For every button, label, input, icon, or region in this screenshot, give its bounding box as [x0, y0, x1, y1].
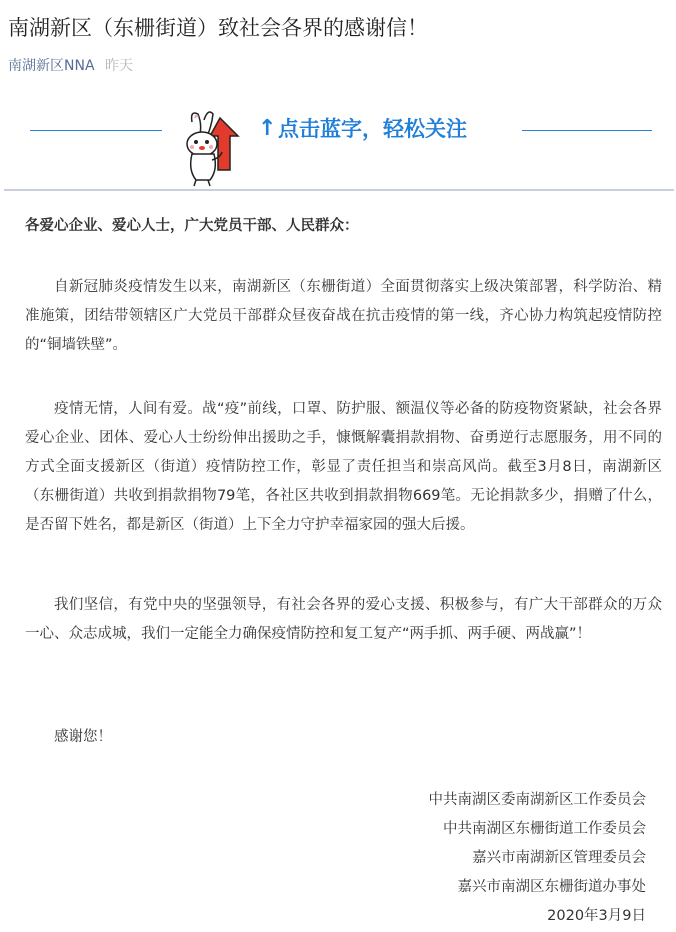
letter-closing: 感谢您！	[54, 729, 112, 745]
letter-date: 2020年3月9日	[547, 908, 646, 924]
signature-line: 嘉兴市南湖区东栅街道办事处	[457, 879, 646, 895]
article-title: 南湖新区（东栅街道）致社会各界的感谢信！	[8, 16, 428, 40]
letter-paragraph: 自新冠肺炎疫情发生以来，南湖新区（东栅街道）全面贯彻落实上级决策部署，科学防治、精准施策，团结带领辖区广大党员干部群众昼夜奋战在抗击疫情的第一线，齐心协力构筑起疫情防控的“铜墙铁壁”。	[25, 279, 662, 353]
follow-prompt-text[interactable]: 点击蓝字，轻松关注	[278, 117, 467, 141]
follow-banner[interactable]	[0, 100, 676, 190]
signature-line: 中共南湖区委南湖新区工作委员会	[428, 792, 646, 808]
letter-salutation: 各爱心企业、爱心人士，广大党员干部、人民群众：	[25, 218, 359, 234]
article-meta	[8, 55, 133, 77]
letter-paragraph: 疫情无情，人间有爱。战“疫”前线，口罩、防护服、额温仪等必备的防疫物资紧缺，社会各界爱心企业、团体、爱心人士纷纷伸出援助之手，慷慨解囊捐款捐物、奋勇逆行志愿服务，用不同的方式全面支援新区（街道）疫情防控工作，彰显了责任担当和崇高风尚。截至3月8日，南湖新区（东栅街道）共收到捐款捐物79笔，各社区共收到捐款捐物669笔。无论捐款多少，捐赠了什么，是否留下姓名，都是新区（街道）上下全力守护幸福家园的强大后援。	[25, 401, 662, 533]
rabbit-mascot-icon	[180, 108, 250, 188]
letter-paragraph: 我们坚信，有党中央的坚强领导，有社会各界的爱心支援、积极参与，有广大干部群众的万众一心、众志成城，我们一定能全力确保疫情防控和复工复产“两手抓、两手硬、两战赢”！	[25, 597, 662, 642]
content-divider	[4, 189, 674, 191]
follow-arrow-icon: ↑	[258, 116, 277, 141]
signature-line: 中共南湖区东栅街道工作委员会	[443, 821, 646, 837]
banner-divider-right	[522, 130, 652, 131]
publish-date: 昨天	[104, 58, 133, 74]
signature-line: 嘉兴市南湖新区管理委员会	[472, 850, 646, 866]
account-name-link[interactable]: 南湖新区NNA	[8, 58, 95, 74]
banner-divider-left	[30, 130, 162, 131]
